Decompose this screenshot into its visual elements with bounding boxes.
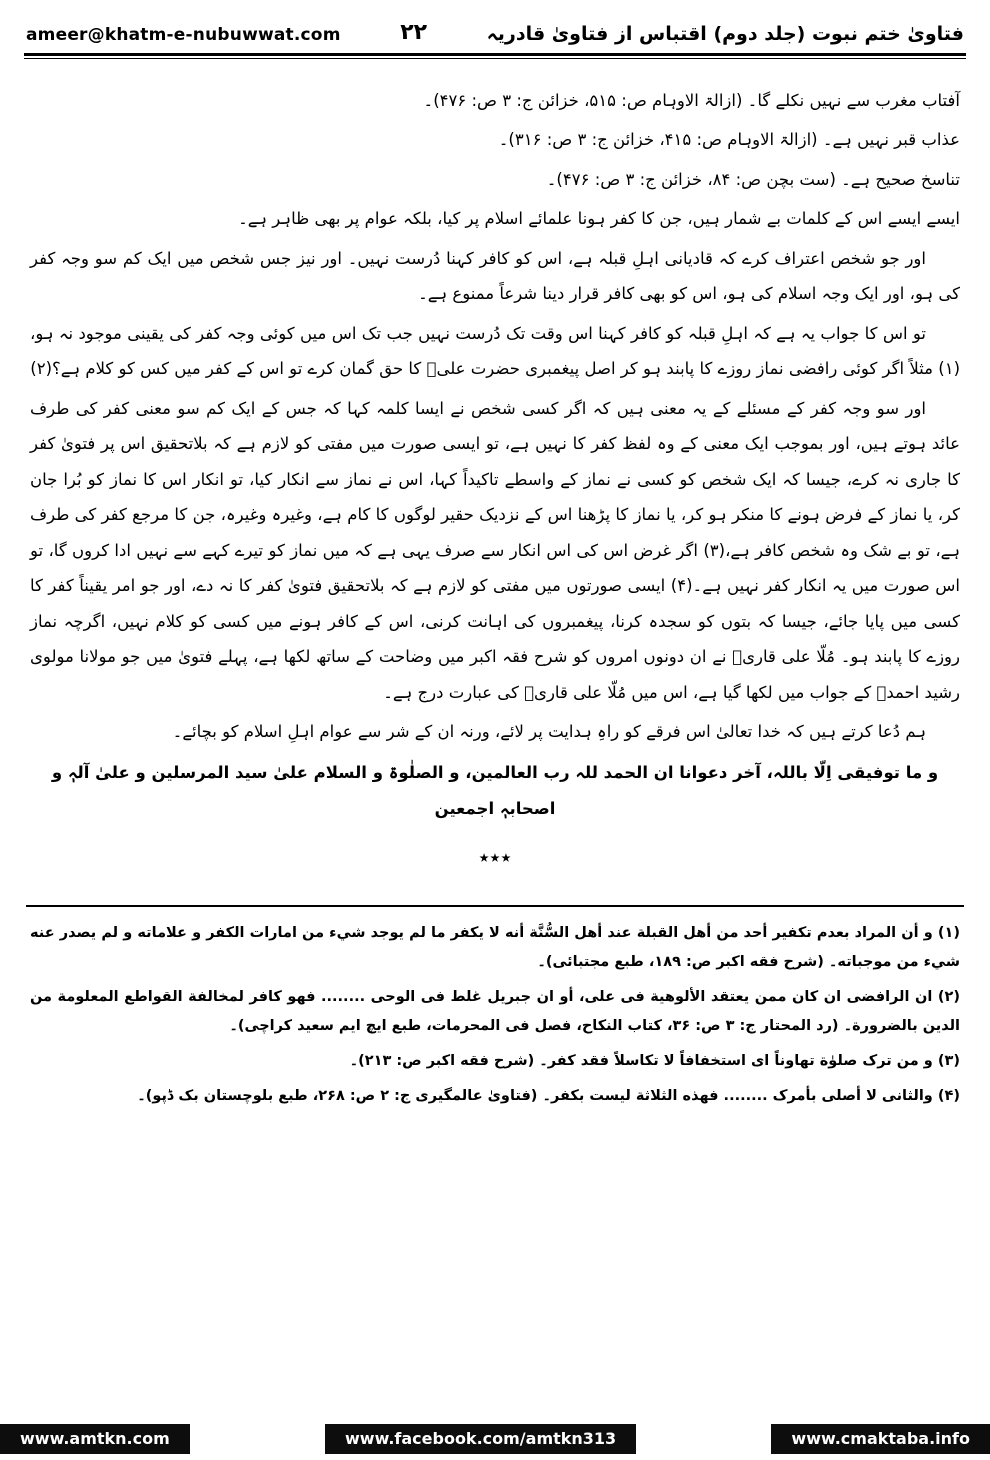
footer-url-facebook: www.facebook.com/amtkn313 <box>325 1424 636 1454</box>
footnote: (۳) و من ترک صلوٰة تهاوناً ای استخفافاً لا تکاسلاً فقد کفر۔ (شرح فقه اکبر ص: ۲۱۳)۔ <box>349 1053 960 1070</box>
footnote-separator-rule <box>26 905 964 907</box>
body-text-block <box>24 69 966 879</box>
footnote: (۴) والثانی لا أصلی بأمرک ........ فهذه الثلاثة لیست بکفر۔ (فتاویٰ عالمگیری ج: ۲ ص: ۲۶۸، طبع بلوچستان بک ڈپو)۔ <box>137 1088 960 1105</box>
footnotes-block <box>24 919 966 1111</box>
page-footer <box>0 1424 990 1454</box>
section-end-stars: ٭٭٭ <box>478 845 512 870</box>
body-paragraph: تو اس کا جواب یہ ہے کہ اہلِ قبلہ کو کافر کہنا اس وقت تک دُرست نہیں جب تک اس میں کوئی وجہ کفر کی یقینی موجود نہ ہو،(۱) مثلاً اگر کوئی رافضی نماز روزے کا پابند ہو کر اصل پیغمبری حضرت علیؓ کا حق گمان کرے تو اس کے کفر میں کس کو کلام ہے؟(۲) <box>30 323 960 379</box>
body-paragraph: عذاب قبر نہیں ہے۔ (ازالۃ الاوہام ص: ۴۱۵، خزائن ج: ۳ ص: ۳۱۶)۔ <box>498 130 960 150</box>
header-email: ameer@khatm-e-nubuwwat.com <box>26 25 341 45</box>
body-paragraph: ہم دُعا کرتے ہیں کہ خدا تعالیٰ اس فرقے کو راہِ ہدایت پر لائے، ورنہ ان کے شر سے عوام اہلِ اسلام کو بچائے۔ <box>172 721 926 741</box>
page-number: ۲۲ <box>400 20 428 45</box>
footer-url-cmaktaba: www.cmaktaba.info <box>771 1424 990 1454</box>
footer-url-amtkn: www.amtkn.com <box>0 1424 190 1454</box>
book-title: فتاویٰ ختم نبوت (جلد دوم) اقتباس از فتاویٰ قادریہ <box>486 23 964 45</box>
body-paragraph: ایسے ایسے اس کے کلمات بے شمار ہیں، جن کا کفر ہونا علمائے اسلام پر کیا، بلکہ عوام پر بھی ظاہر ہے۔ <box>238 209 960 229</box>
body-paragraph: اور سو وجہ کفر کے مسئلے کے یہ معنی ہیں کہ اگر کسی شخص نے ایسا کلمہ کہا کہ جس کے ایک کم سو معنی کفر کی طرف عائد ہوتے ہیں، اور بموجب ایک معنی کے وہ لفظ کفر کا نہیں ہے، تو ایسی صورت میں مفتی کو لازم ہے کہ بلاتحقیق اس پر فتویٰ کفر کا جاری نہ کرے، جیسا کہ ایک شخص کو کسی نے نماز کے واسطے تاکیداً کہا، اس نے نماز سے انکار کیا، تو انکار اس کا نماز کو بُرا جان کر، یا نماز کے فرض ہونے کا منکر ہو کر، یا نماز کا پڑھنا اس کے نزدیک حقیر لوگوں کا کام ہے، وغیرہ وغیرہ، جن کا مرجع کفر کی طرف ہے، تو بے شک وہ شخص کافر ہے،(۳) اگر غرض اس کی اس انکار سے صرف یہی ہے کہ میں نماز کو تیرے کہے سے نہیں ادا کروں گا، تو اس صورت میں یہ انکار کفر نہیں ہے۔(۴) ایسی صورتوں میں مفتی کو لازم ہے کہ بلاتحقیق فتویٰ کفر کا نہ دے، اور جو امر یقیناً کفر کا کسی میں پایا جائے، جیسا کہ بتوں کو سجدہ کرنا، پیغمبروں کی اہانت کرنی، اس کے کافر ہونے میں کسی کو کلام نہیں، اگرچہ نماز روزے کا پابند ہو۔ مُلّا علی قاریؒ نے ان دونوں امروں کو شرح فقہ اکبر میں وضاحت کے ساتھ لکھا ہے، پہلے فتویٰ میں جو مولانا مولوی رشید احمدؒ کے جواب میں لکھا گیا ہے، اس میں مُلّا علی قاریؒ کی عبارت درج ہے۔ <box>30 398 961 702</box>
body-paragraph: اور جو شخص اعتراف کرے کہ قادیانی اہلِ قبلہ ہے، اس کو کافر کہنا دُرست نہیں۔ اور نیز جس شخص میں ایک کم سو وجہ کفر کی ہو، اور ایک وجہ اسلام کی ہو، اس کو بھی کافر قرار دینا شرعاً ممنوع ہے۔ <box>30 248 960 304</box>
page-header <box>24 16 966 53</box>
footnote: (۱) و أن المراد بعدم تکفیر أحد من أهل القبلة عند أهل السُّنَّة أنه لا یکفر ما لم یوجد شيء من امارات الکفر و علاماته و لم یصدر عنه شيء من موجباته۔ (شرح فقه اکبر ص: ۱۸۹، طبع مجتبائی)۔ <box>30 925 960 971</box>
closing-dua-arabic: و ما توفیقی اِلّا باللہ، آخر دعوانا ان الحمد للہ رب العالمین، و الصلٰوۃ و السلام علیٰ سید المرسلین و علیٰ آلہٖ و اصحابہٖ اجمعین <box>51 763 939 818</box>
body-paragraph: آفتاب مغرب سے نہیں نکلے گا۔ (ازالۃ الاوہام ص: ۵۱۵، خزائن ج: ۳ ص: ۴۷۶)۔ <box>423 91 960 110</box>
footnote: (۲) ان الرافضی ان کان ممن یعتقد الألوهیة فی علی، أو ان جبریل غلط فی الوحی ........ فهو کافر لمخالفة القواطع المعلومة من الدین بالضرورة۔ (رد المحتار ج: ۳ ص: ۳۶، کتاب النکاح، فصل فی المحرمات، طبع ایچ ایم سعید کراچی)۔ <box>30 989 960 1035</box>
body-paragraph: تناسخ صحیح ہے۔ (ست بچن ص: ۸۴، خزائن ج: ۳ ص: ۴۷۶)۔ <box>546 169 960 189</box>
header-divider-rule <box>24 53 966 59</box>
